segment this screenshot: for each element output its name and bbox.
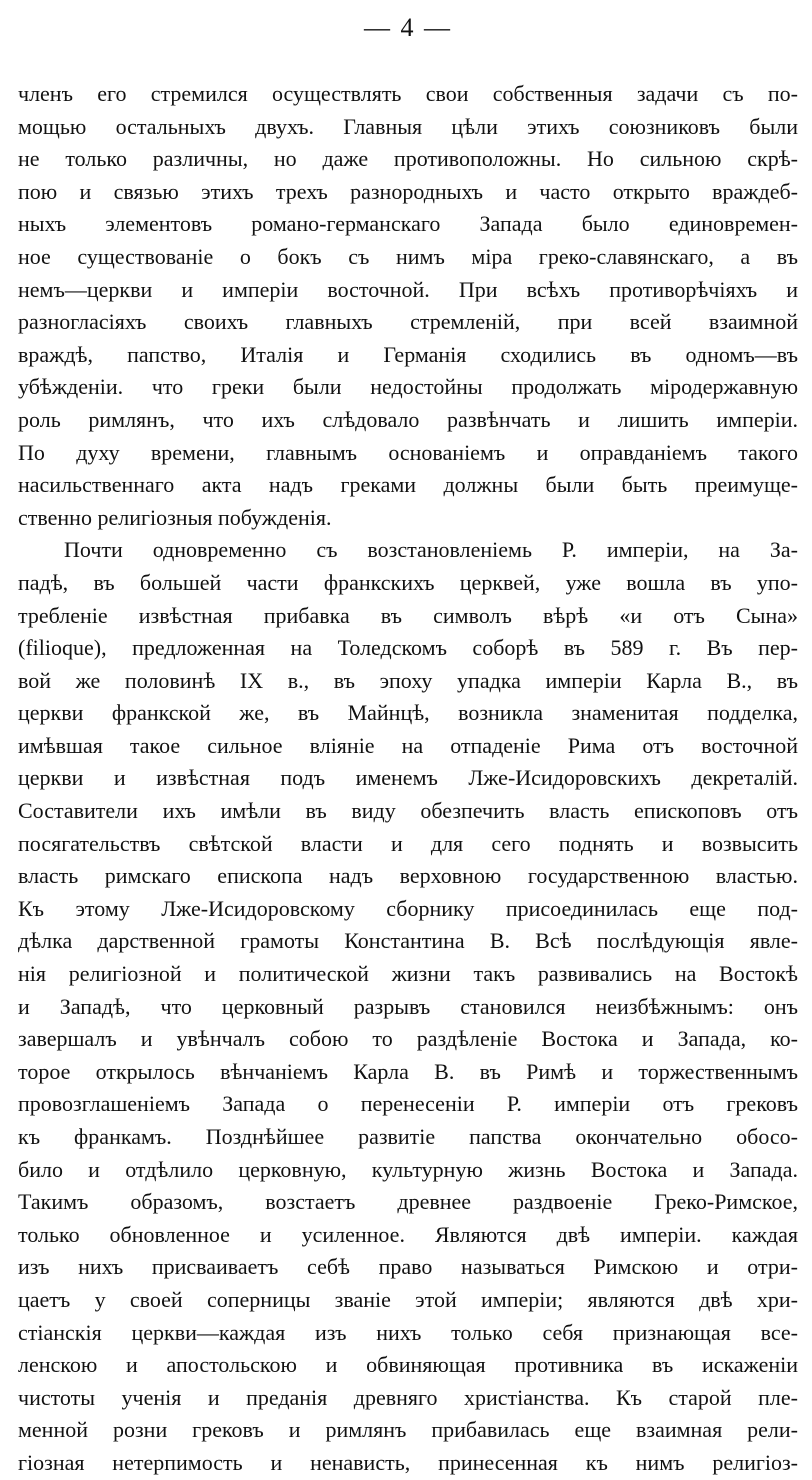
text-line: нія религіозной и политической жизни такъ развивались на Востокѣ [18, 961, 798, 987]
text-line: ленскою и апостольскою и обвиняющая противника въ искаженіи [18, 1352, 798, 1378]
text-line: не только различны, но даже противоположны. Но сильною скрѣ- [18, 146, 798, 172]
text-line: разногласіяхъ своихъ главныхъ стремленій, при всей взаимной [18, 309, 798, 335]
text-line: членъ его стремился осуществлять свои собственныя задачи съ по- [18, 81, 798, 106]
text-line: (filioque), предложенная на Толедскомъ соборѣ въ 589 г. Въ пер- [18, 635, 798, 661]
text-line: мощью остальныхъ двухъ. Главныя цѣли этихъ союзниковъ были [18, 113, 798, 139]
text-line: ное существованіе о бокъ съ нимъ міра греко-славянскаго, а въ [18, 243, 798, 269]
paragraph-1 [18, 78, 798, 534]
text-line: дѣлка дарственной грамоты Константина В. Всѣ послѣдующія явле- [18, 928, 798, 954]
text-line: къ франкамъ. Позднѣйшее развитіе папства окончательно обосо- [18, 1124, 798, 1149]
text-line: убѣжденіи. что греки были недостойны продолжать міродержавную [18, 374, 798, 400]
text-line: торое открылось вѣнчаніемъ Карла В. въ Римѣ и торжественнымъ [18, 1058, 798, 1084]
text-line: Почти одновременно съ возстановленіемь Р. имперіи, на За- [64, 537, 798, 563]
paragraph-2 [18, 534, 798, 1479]
text-line: завершалъ и увѣнчалъ собою то раздѣленіе Востока и Запада, ко- [18, 1026, 798, 1052]
page-number: — 4 — [364, 13, 452, 42]
text-line: немъ—церкви и имперіи восточной. При всѣхъ противорѣчіяхъ и [18, 276, 798, 302]
text-line: цаетъ у своей соперницы званіе этой имперіи; являются двѣ хри- [18, 1286, 798, 1312]
text-line: насильственнаго акта надъ греками должны были быть преимуще- [18, 472, 798, 498]
text-line: вой же половинѣ IX в., въ эпоху упадка имперіи Карла В., въ [18, 667, 798, 693]
text-line: Къ этому Лже-Исидоровскому сборнику присоединилась еще под- [18, 895, 798, 921]
text-line: ственно религіозныя побужденія. [18, 504, 332, 530]
text-line: имѣвшая такое сильное вліяніе на отпаденіе Рима отъ восточной [18, 732, 798, 758]
text-line: только обновленное и усиленное. Являются двѣ имперіи. каждая [18, 1221, 798, 1247]
text-line: власть римскаго епископа надъ верховною государственною властью. [18, 863, 798, 889]
text-line: требленіе извѣстная прибавка въ символъ вѣрѣ «и отъ Сына» [18, 602, 798, 628]
text-line: гіозная нетерпимость и ненависть, принесенная къ нимъ религіоз- [18, 1449, 798, 1475]
text-line: изъ нихъ присваиваетъ себѣ право называться Римскою и отри- [18, 1254, 798, 1280]
text-line: враждѣ, папство, Италія и Германія сходились въ одномъ—въ [18, 341, 798, 367]
text-line: церкви и извѣстная подъ именемъ Лже-Исидоровскихъ декреталій. [18, 765, 798, 791]
text-line: Составители ихъ имѣли въ виду обезпечить власть епископовъ отъ [18, 798, 798, 824]
text-line: чистоты ученія и преданія древняго христіанства. Къ старой пле- [18, 1384, 798, 1410]
text-line: провозглашеніемъ Запада о перенесеніи Р. имперіи отъ грековъ [18, 1091, 798, 1117]
text-line: пою и связью этихъ трехъ разнородныхъ и часто открыто враждеб- [18, 178, 798, 204]
text-line: било и отдѣлило церковную, культурную жизнь Востока и Запада. [18, 1156, 798, 1182]
text-line: менной розни грековъ и римлянъ прибавилась еще взаимная рели- [18, 1417, 798, 1443]
text-line: Такимъ образомъ, возстаетъ древнее раздвоеніе Греко-Римское, [18, 1189, 798, 1215]
text-line: падѣ, въ большей части франкскихъ церквей, уже вошла въ упо- [18, 569, 798, 595]
text-line: ныхъ элементовъ романо-германскаго Запада было единовремен- [18, 211, 798, 237]
text-line: роль римлянъ, что ихъ слѣдовало развѣнчать и лишить имперіи. [18, 406, 798, 432]
text-line: церкви франкской же, въ Майнцѣ, возникла знаменитая подделка, [18, 700, 798, 726]
text-line: По духу времени, главнымъ основаніемъ и оправданіемъ такого [18, 439, 798, 465]
text-line: посягательствъ свѣтской власти и для сего поднять и возвысить [18, 830, 798, 856]
text-line: стіанскія церкви—каждая изъ нихъ только себя признающая все- [18, 1319, 798, 1345]
text-line: и Западѣ, что церковный разрывъ становился неизбѣжнымъ: онъ [18, 993, 798, 1019]
